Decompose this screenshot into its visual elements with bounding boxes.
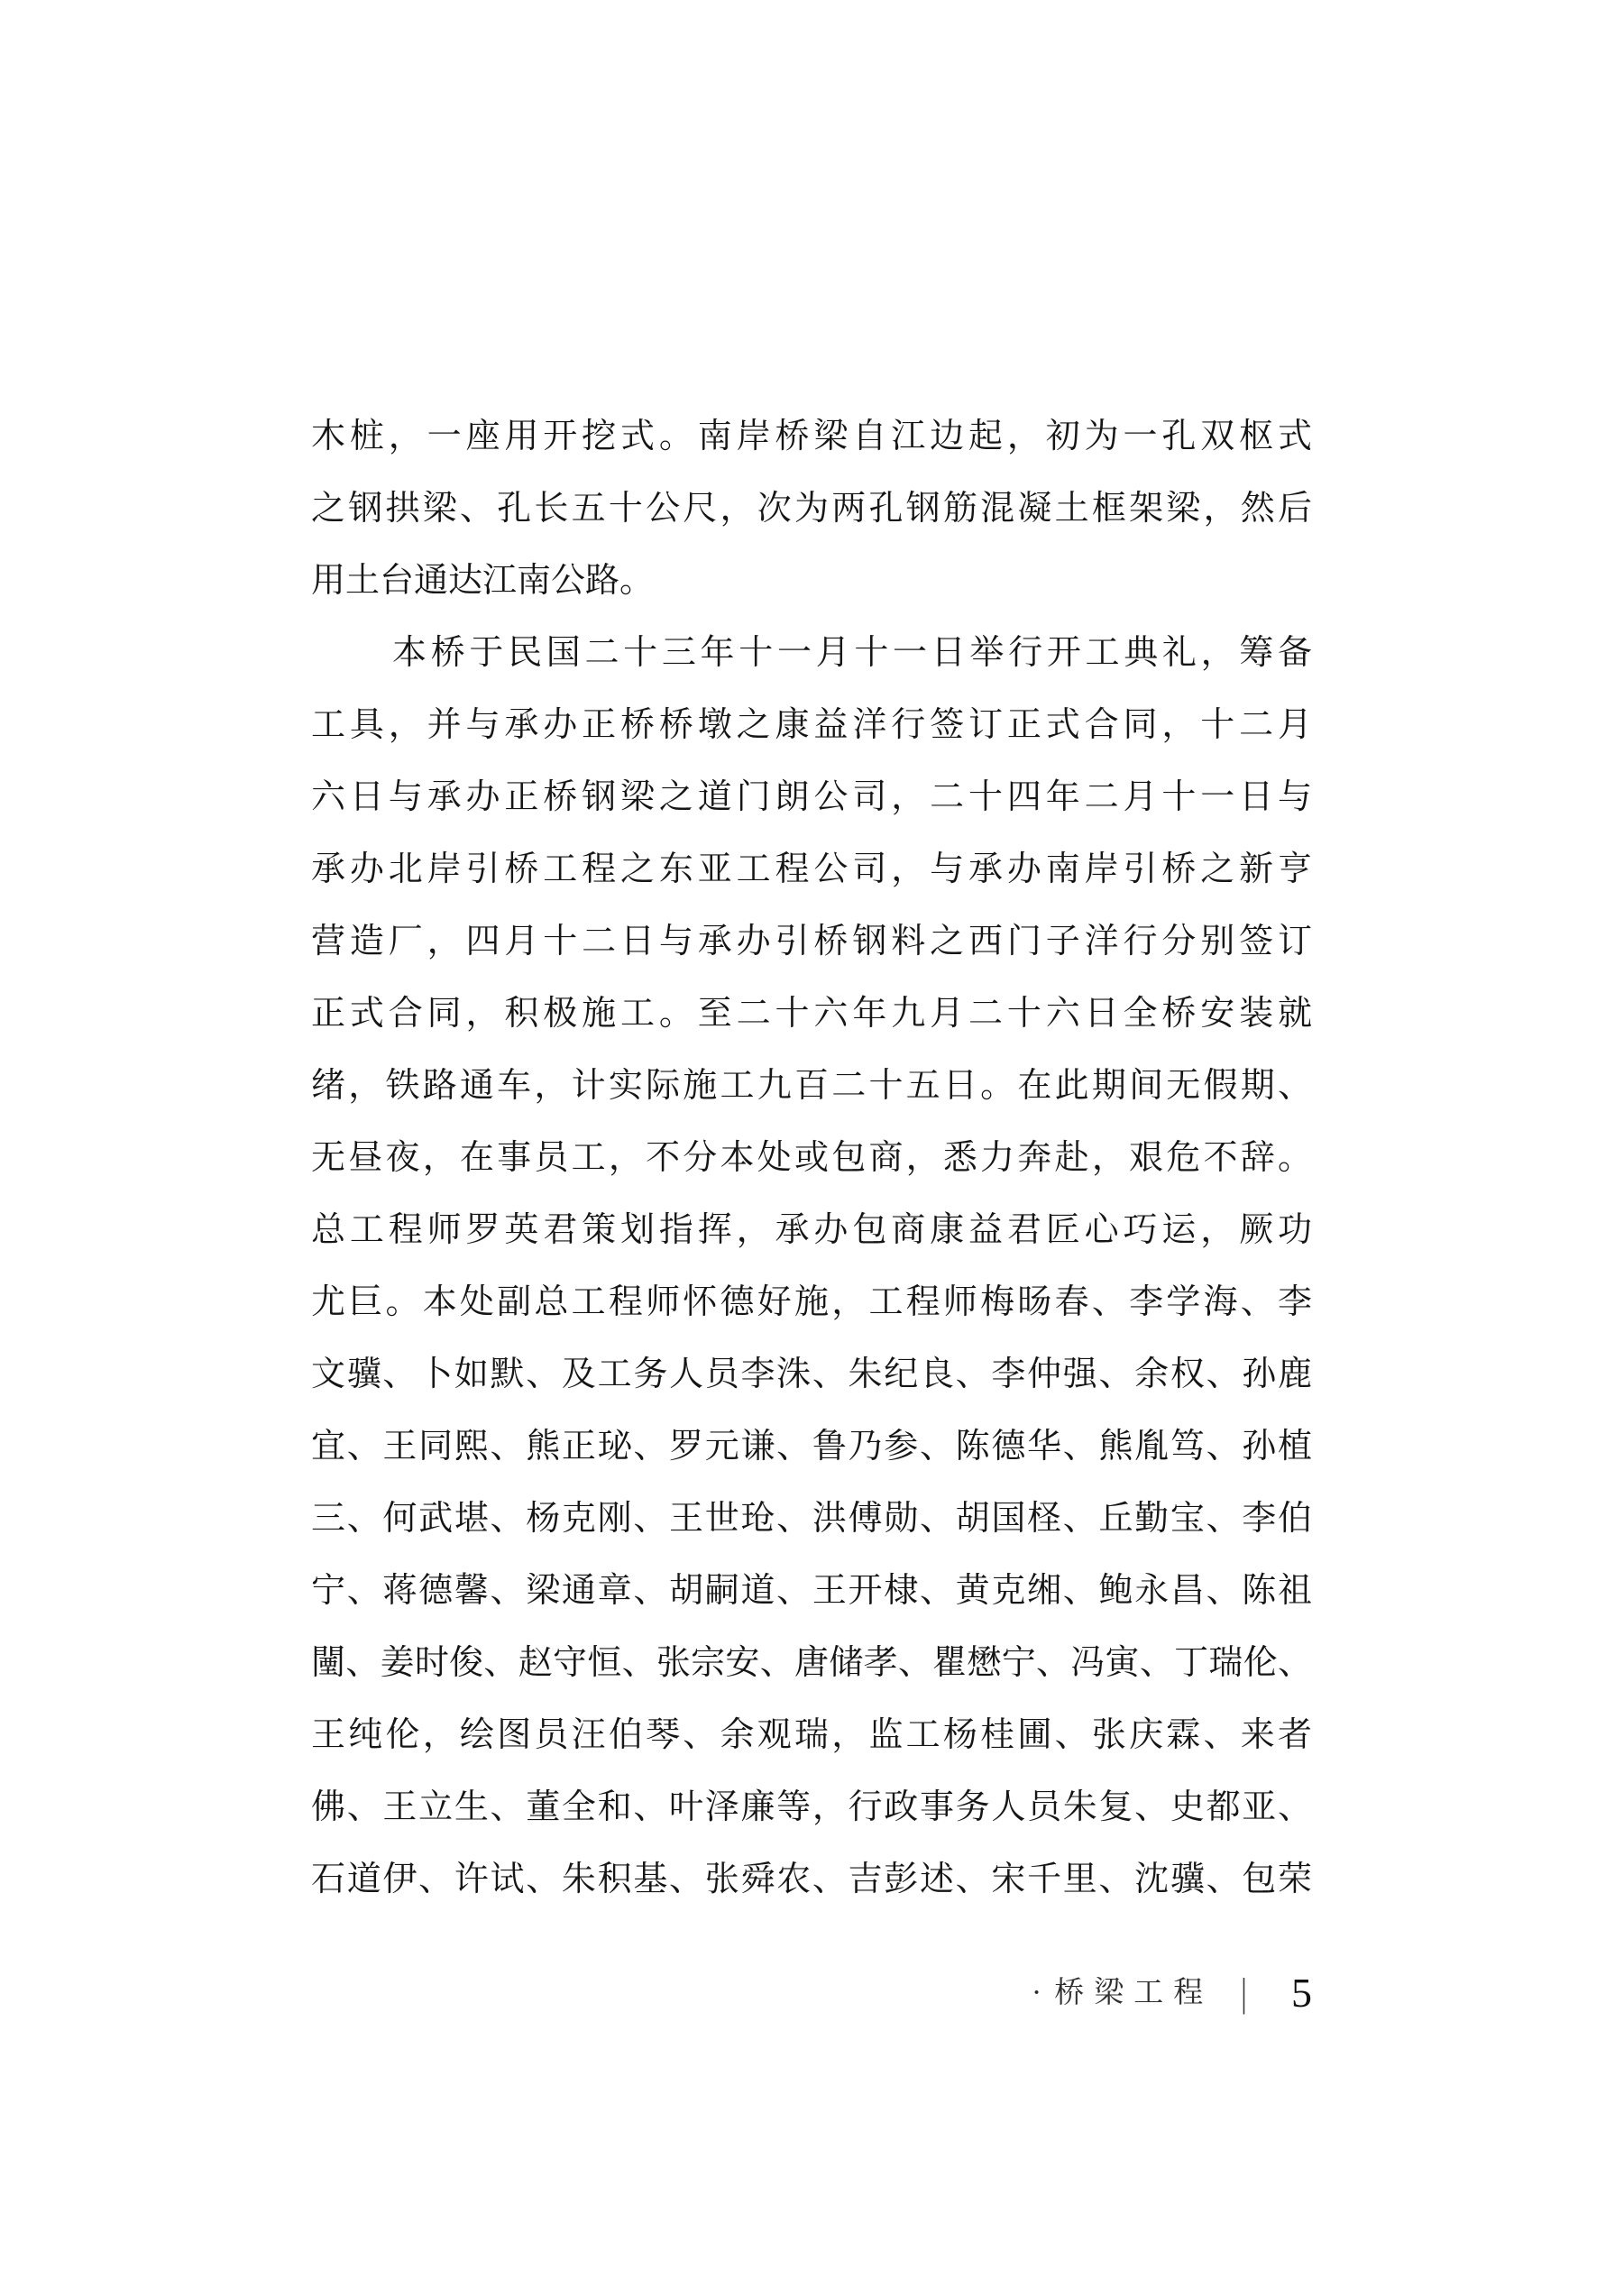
text-line: 文骥、卜如默、及工务人员李洙、朱纪良、李仲强、余权、孙鹿 <box>311 1355 1312 1393</box>
text-line: 用土台通达江南公路。 <box>311 562 655 600</box>
text-line: 承办北岸引桥工程之东亚工程公司，与承办南岸引桥之新亨 <box>311 850 1312 888</box>
section-bullet: · <box>1031 1976 1042 2009</box>
text-line: 无昼夜，在事员工，不分本处或包商，悉力奔赴，艰危不辞。 <box>311 1139 1312 1177</box>
text-line: 石道伊、许试、朱积基、张舜农、吉彭述、宋千里、沈骥、包荣 <box>311 1861 1312 1898</box>
text-line: 本桥于民国二十三年十一月十一日举行开工典礼，筹备 <box>392 634 1312 672</box>
text-line: 宜、王同熙、熊正珌、罗元谦、鲁乃参、陈德华、熊胤笃、孙植 <box>311 1428 1312 1466</box>
text-line: 三、何武堪、杨克刚、王世玱、洪傅勋、胡国柽、丘勤宝、李伯 <box>311 1500 1312 1538</box>
text-line: 六日与承办正桥钢梁之道门朗公司，二十四年二月十一日与 <box>311 778 1312 816</box>
text-line: 王纯伦，绘图员汪伯琴、余观瑞，监工杨桂圃、张庆霖、来者 <box>311 1716 1312 1754</box>
text-line: 宁、蒋德馨、梁通章、胡嗣道、王开棣、黄克缃、鲍永昌、陈祖 <box>311 1572 1312 1610</box>
text-block <box>311 400 1312 1916</box>
text-line: 正式合同，积极施工。至二十六年九月二十六日全桥安装就 <box>311 995 1312 1033</box>
text-line: 营造厂，四月十二日与承办引桥钢料之西门子洋行分别签订 <box>311 923 1312 960</box>
text-line: 闉、姜时俊、赵守恒、张宗安、唐储孝、瞿懋宁、冯寅、丁瑞伦、 <box>311 1644 1312 1682</box>
section-title: 桥梁工程 <box>1054 1977 1214 2009</box>
text-line: 总工程师罗英君策划指挥，承办包商康益君匠心巧运，厥功 <box>311 1211 1312 1249</box>
text-line: 工具，并与承办正桥桥墩之康益洋行签订正式合同，十二月 <box>311 706 1312 744</box>
text-line: 之钢拱梁、孔长五十公尺，次为两孔钢筋混凝土框架梁，然后 <box>311 490 1312 528</box>
page-number: 5 <box>1291 1970 1312 2016</box>
page-footer <box>311 1964 1312 2022</box>
text-line: 绪，铁路通车，计实际施工九百二十五日。在此期间无假期、 <box>311 1067 1312 1105</box>
text-line: 木桩，一座用开挖式。南岸桥梁自江边起，初为一孔双枢式 <box>311 418 1312 455</box>
text-line: 尤巨。本处副总工程师怀德好施，工程师梅旸春、李学海、李 <box>311 1283 1312 1321</box>
text-line: 佛、王立生、董全和、叶泽廉等，行政事务人员朱复、史都亚、 <box>311 1788 1312 1826</box>
footer-divider: | <box>1241 1971 1247 2015</box>
